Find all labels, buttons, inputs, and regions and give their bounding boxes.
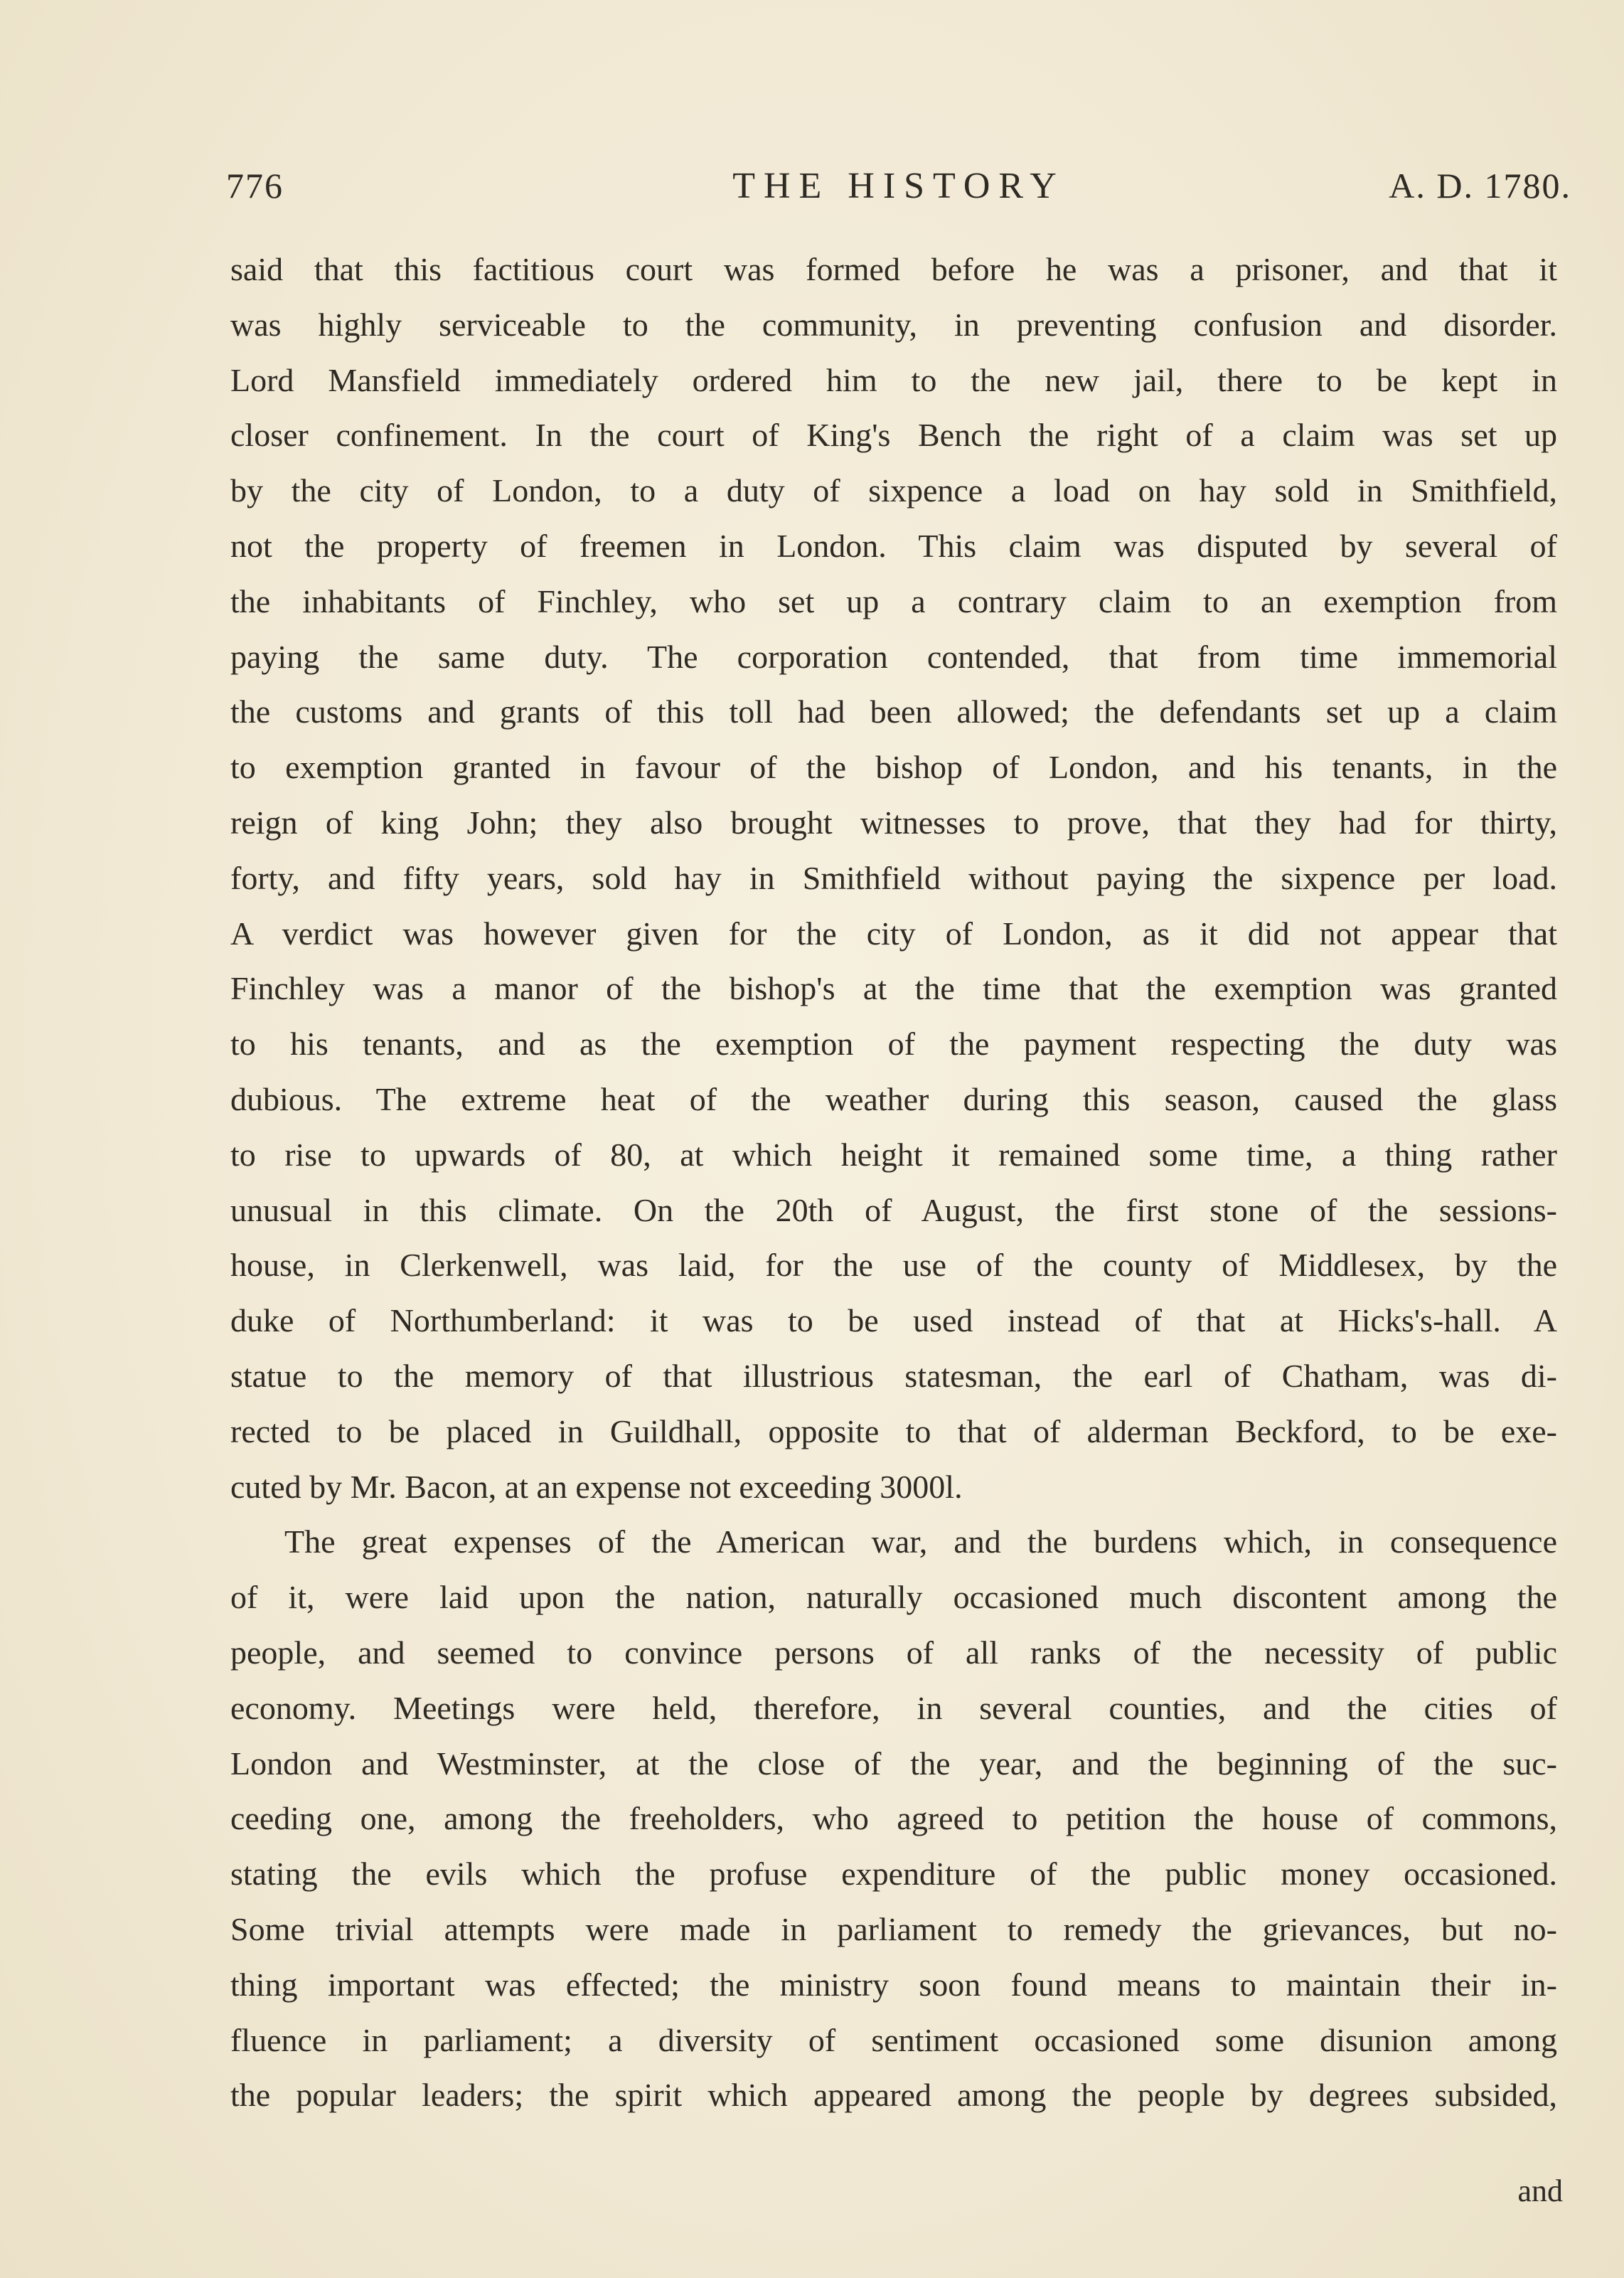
- text-line: house, in Clerkenwell, was laid, for the use of the county of Middlesex, by the: [230, 1247, 1557, 1284]
- text-line: duke of Northumberland: it was to be used instead of that at Hicks's-hall. A: [230, 1302, 1557, 1339]
- text-line: reign of king John; they also brought witnesses to prove, that they had for thirty,: [230, 804, 1557, 841]
- text-line: to exemption granted in favour of the bishop of London, and his tenants, in the: [230, 749, 1557, 786]
- text-line: the customs and grants of this toll had been allowed; the defendants set up a claim: [230, 693, 1557, 730]
- text-line: A verdict was however given for the city of London, as it did not appear that: [230, 915, 1557, 952]
- text-line: Some trivial attempts were made in parliament to remedy the grievances, but no-: [230, 1910, 1557, 1947]
- header-date: A. D. 1780.: [1389, 166, 1571, 206]
- paragraph-2: [230, 1514, 1557, 2123]
- text-line: rected to be placed in Guildhall, opposite to that of alderman Beckford, to be exe-: [230, 1412, 1557, 1449]
- text-line: to rise to upwards of 80, at which height it remained some time, a thing rather: [230, 1136, 1557, 1173]
- text-line: unusual in this climate. On the 20th of August, the first stone of the sessions-: [230, 1191, 1557, 1228]
- text-line: to his tenants, and as the exemption of the payment respecting the duty was: [230, 1026, 1557, 1063]
- text-line: paying the same duty. The corporation contended, that from time immemorial: [230, 638, 1557, 675]
- text-line: economy. Meetings were held, therefore, in several counties, and the cities of: [230, 1689, 1557, 1726]
- text-line: fluence in parliament; a diversity of sentiment occasioned some disunion among: [230, 2021, 1557, 2058]
- paragraph-1: [230, 242, 1557, 1514]
- text-line: thing important was effected; the ministry soon found means to maintain their in-: [230, 1966, 1557, 2003]
- text-line: ceeding one, among the freeholders, who agreed to petition the house of commons,: [230, 1800, 1557, 1837]
- text-line: closer confinement. In the court of King's Bench the right of a claim was set up: [230, 417, 1557, 454]
- text-line: by the city of London, to a duty of sixpence a load on hay sold in Smithfield,: [230, 472, 1557, 509]
- text-line: forty, and fifty years, sold hay in Smithfield without paying the sixpence per load.: [230, 859, 1557, 896]
- text-line: of it, were laid upon the nation, naturally occasioned much discontent among the: [230, 1579, 1557, 1616]
- page-number: 776: [226, 166, 284, 206]
- text-line: dubious. The extreme heat of the weather during this season, caused the glass: [230, 1080, 1557, 1117]
- text-line: stating the evils which the profuse expenditure of the public money occasioned.: [230, 1856, 1557, 1893]
- text-line: the inhabitants of Finchley, who set up a contrary claim to an exemption from: [230, 582, 1557, 619]
- text-line: Lord Mansfield immediately ordered him to the new jail, there to be kept in: [230, 361, 1557, 398]
- body-text: [230, 242, 1557, 2123]
- text-line: cuted by Mr. Bacon, at an expense not exceeding 3000l.: [230, 1468, 963, 1505]
- text-line: not the property of freemen in London. This claim was disputed by several of: [230, 527, 1557, 564]
- text-line: was highly serviceable to the community, in preventing confusion and disorder.: [230, 306, 1557, 343]
- text-line: Finchley was a manor of the bishop's at the time that the exemption was granted: [230, 970, 1557, 1007]
- text-line: The great expenses of the American war, and the burdens which, in consequence: [284, 1523, 1557, 1560]
- text-line: London and Westminster, at the close of the year, and the beginning of the suc-: [230, 1745, 1557, 1782]
- text-line: said that this factitious court was formed before he was a prisoner, and that it: [230, 251, 1557, 287]
- running-title: THE HISTORY: [732, 166, 1065, 206]
- text-line: statue to the memory of that illustrious statesman, the earl of Chatham, was di-: [230, 1357, 1557, 1394]
- text-line: people, and seemed to convince persons of all ranks of the necessity of public: [230, 1634, 1557, 1671]
- text-line: the popular leaders; the spirit which appeared among the people by degrees subsided,: [230, 2077, 1557, 2114]
- page-header: [226, 165, 1571, 222]
- catchword: and: [1517, 2173, 1563, 2208]
